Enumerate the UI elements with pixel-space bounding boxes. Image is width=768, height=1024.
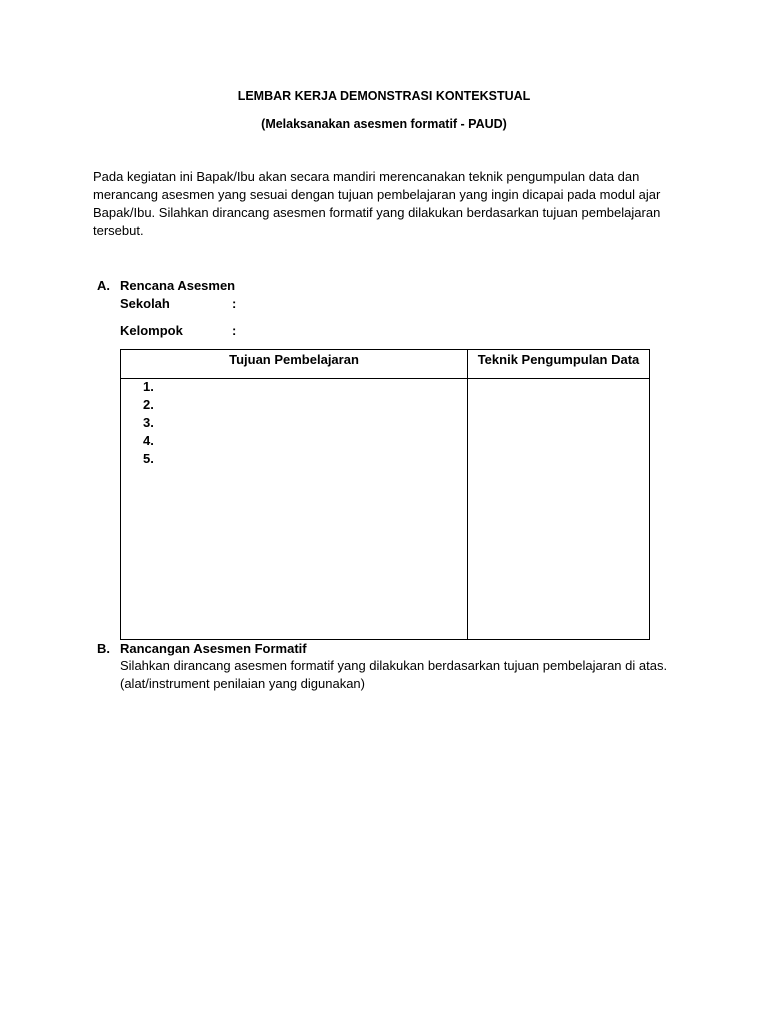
- sekolah-colon: :: [232, 296, 237, 311]
- list-item: 5.: [143, 451, 154, 466]
- kelompok-colon: :: [232, 323, 237, 338]
- section-a-title: Rencana Asesmen: [120, 278, 236, 293]
- section-b-line2: (alat/instrument penilaian yang digunakan): [120, 676, 365, 691]
- assessment-plan-table: [120, 349, 650, 640]
- section-b-body: [120, 657, 700, 693]
- section-b-title: Rancangan Asesmen Formatif: [120, 641, 307, 656]
- list-item: 3.: [143, 415, 154, 430]
- section-a-letter: A.: [97, 278, 110, 293]
- list-item: 2.: [143, 397, 154, 412]
- kelompok-label: Kelompok: [120, 323, 183, 338]
- table-column-divider: [467, 350, 468, 639]
- section-b-letter: B.: [97, 641, 110, 656]
- document-subtitle: (Melaksanakan asesmen formatif - PAUD): [261, 117, 507, 131]
- document-title: LEMBAR KERJA DEMONSTRASI KONTEKSTUAL: [237, 89, 531, 103]
- tujuan-list: [143, 378, 154, 468]
- list-item: 1.: [143, 379, 154, 394]
- list-item: 4.: [143, 433, 154, 448]
- sekolah-label: Sekolah: [120, 296, 170, 311]
- table-header-tujuan: Tujuan Pembelajaran: [229, 352, 359, 367]
- intro-paragraph: Pada kegiatan ini Bapak/Ibu akan secara mandiri merencanakan teknik pengumpulan data dan merancang asesmen yang sesuai dengan tujuan pembelajaran yang ingin dicapai pada modul ajar Bapak/Ibu. Silahkan dirancang asesmen formatif yang dilakukan berdasarkan tujuan pembelajaran tersebut.: [93, 169, 661, 238]
- section-b-line1: Silahkan dirancang asesmen formatif yang dilakukan berdasarkan tujuan pembelajaran di atas.: [120, 658, 668, 673]
- table-header-teknik: Teknik Pengumpulan Data: [477, 352, 640, 367]
